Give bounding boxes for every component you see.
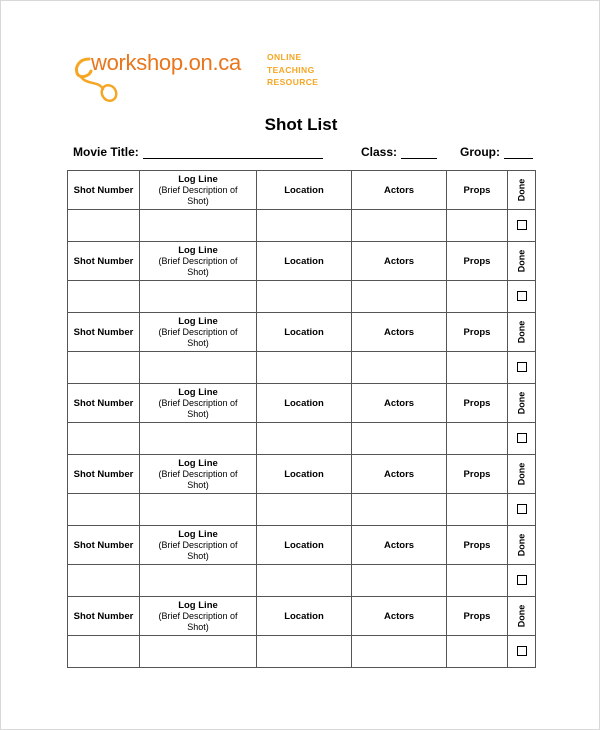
- header-log-line: [140, 242, 257, 281]
- done-label: Done: [516, 249, 527, 272]
- header-done: [508, 455, 536, 494]
- log-line-title: Log Line: [178, 244, 218, 256]
- logo-tagline: [267, 51, 318, 89]
- shot-list-table: [67, 170, 536, 668]
- header-shot-number: Shot Number: [68, 313, 140, 352]
- header-log-line: [140, 384, 257, 423]
- header-props: Props: [447, 455, 508, 494]
- log-line-cell[interactable]: [140, 210, 257, 242]
- header-log-line: [140, 526, 257, 565]
- header-shot-number: Shot Number: [68, 171, 140, 210]
- group-blank[interactable]: [504, 146, 533, 159]
- shot-number-cell[interactable]: [68, 636, 140, 668]
- done-cell: [508, 281, 536, 313]
- props-cell[interactable]: [447, 494, 508, 526]
- header-log-line: [140, 455, 257, 494]
- done-checkbox[interactable]: [517, 433, 527, 443]
- class-label: Class:: [361, 145, 398, 159]
- log-line-desc: (Brief Description of: [158, 539, 238, 550]
- done-cell: [508, 352, 536, 384]
- done-label: Done: [516, 462, 527, 485]
- done-checkbox[interactable]: [517, 220, 527, 230]
- shot-header-row: [68, 242, 536, 281]
- header-done: [508, 597, 536, 636]
- log-line-desc: (Brief Description of: [158, 184, 238, 195]
- shot-header-row: [68, 384, 536, 423]
- done-label: Done: [516, 178, 527, 201]
- header-actors: Actors: [352, 455, 447, 494]
- location-cell[interactable]: [257, 352, 352, 384]
- shot-number-cell[interactable]: [68, 352, 140, 384]
- shot-entry-row: [68, 494, 536, 526]
- header-props: Props: [447, 313, 508, 352]
- log-line-desc: Shot): [187, 266, 209, 277]
- log-line-desc: (Brief Description of: [158, 468, 238, 479]
- log-line-title: Log Line: [178, 599, 218, 611]
- shot-header-row: [68, 597, 536, 636]
- log-line-cell[interactable]: [140, 565, 257, 597]
- actors-cell[interactable]: [352, 565, 447, 597]
- done-label: Done: [516, 320, 527, 343]
- header-actors: Actors: [352, 313, 447, 352]
- movie-title-field: [73, 145, 323, 159]
- actors-cell[interactable]: [352, 210, 447, 242]
- header-actors: Actors: [352, 384, 447, 423]
- logo-text: workshop.on.ca: [91, 50, 241, 75]
- props-cell[interactable]: [447, 636, 508, 668]
- header-location: Location: [257, 242, 352, 281]
- header-props: Props: [447, 526, 508, 565]
- shot-number-cell[interactable]: [68, 423, 140, 455]
- shot-header-row: [68, 313, 536, 352]
- props-cell[interactable]: [447, 352, 508, 384]
- log-line-cell[interactable]: [140, 352, 257, 384]
- shot-entry-row: [68, 565, 536, 597]
- log-line-cell[interactable]: [140, 423, 257, 455]
- header-location: Location: [257, 597, 352, 636]
- movie-title-label: Movie Title:: [73, 145, 139, 159]
- page-title: Shot List: [264, 115, 338, 134]
- log-line-title: Log Line: [178, 315, 218, 327]
- header-shot-number: Shot Number: [68, 455, 140, 494]
- header-location: Location: [257, 526, 352, 565]
- done-cell: [508, 636, 536, 668]
- log-line-title: Log Line: [178, 173, 218, 185]
- shot-number-cell[interactable]: [68, 281, 140, 313]
- header-done: [508, 171, 536, 210]
- log-line-desc: (Brief Description of: [158, 610, 238, 621]
- props-cell[interactable]: [447, 210, 508, 242]
- header-props: Props: [447, 242, 508, 281]
- class-blank[interactable]: [401, 146, 437, 159]
- done-label: Done: [516, 391, 527, 414]
- tagline-line: ONLINE: [267, 52, 302, 62]
- log-line-desc: Shot): [187, 195, 209, 206]
- location-cell[interactable]: [257, 636, 352, 668]
- group-label: Group:: [460, 145, 500, 159]
- actors-cell[interactable]: [352, 281, 447, 313]
- header-shot-number: Shot Number: [68, 597, 140, 636]
- log-line-title: Log Line: [178, 457, 218, 469]
- log-line-desc: Shot): [187, 621, 209, 632]
- props-cell[interactable]: [447, 281, 508, 313]
- done-label: Done: [516, 533, 527, 556]
- header-shot-number: Shot Number: [68, 384, 140, 423]
- actors-cell[interactable]: [352, 494, 447, 526]
- location-cell[interactable]: [257, 423, 352, 455]
- actors-cell[interactable]: [352, 636, 447, 668]
- done-checkbox[interactable]: [517, 575, 527, 585]
- header-done: [508, 526, 536, 565]
- header-done: [508, 384, 536, 423]
- done-cell: [508, 565, 536, 597]
- shot-entry-row: [68, 352, 536, 384]
- log-line-cell[interactable]: [140, 636, 257, 668]
- header-done: [508, 242, 536, 281]
- props-cell[interactable]: [447, 565, 508, 597]
- log-line-desc: (Brief Description of: [158, 255, 238, 266]
- tagline-line: TEACHING: [267, 64, 315, 75]
- tagline-line: RESOURCE: [267, 77, 319, 87]
- log-line-desc: (Brief Description of: [158, 326, 238, 337]
- done-cell: [508, 210, 536, 242]
- header-location: Location: [257, 455, 352, 494]
- log-line-title: Log Line: [178, 386, 218, 398]
- shot-entry-row: [68, 636, 536, 668]
- header-location: Location: [257, 384, 352, 423]
- done-label: Done: [516, 604, 527, 627]
- header-shot-number: Shot Number: [68, 526, 140, 565]
- actors-cell[interactable]: [352, 423, 447, 455]
- header-shot-number: Shot Number: [68, 242, 140, 281]
- header-props: Props: [447, 384, 508, 423]
- done-checkbox[interactable]: [517, 504, 527, 514]
- header-log-line: [140, 171, 257, 210]
- shot-number-cell[interactable]: [68, 494, 140, 526]
- done-cell: [508, 423, 536, 455]
- location-cell[interactable]: [257, 210, 352, 242]
- header-location: Location: [257, 171, 352, 210]
- done-checkbox[interactable]: [517, 362, 527, 372]
- class-field: [361, 145, 437, 159]
- props-cell[interactable]: [447, 423, 508, 455]
- log-line-title: Log Line: [178, 528, 218, 540]
- shot-entry-row: [68, 423, 536, 455]
- log-line-desc: Shot): [187, 408, 209, 419]
- header-location: Location: [257, 313, 352, 352]
- location-cell[interactable]: [257, 494, 352, 526]
- log-line-desc: Shot): [187, 550, 209, 561]
- location-cell[interactable]: [257, 281, 352, 313]
- done-checkbox[interactable]: [517, 291, 527, 301]
- log-line-cell[interactable]: [140, 494, 257, 526]
- shot-header-row: [68, 526, 536, 565]
- header-actors: Actors: [352, 526, 447, 565]
- log-line-desc: Shot): [187, 479, 209, 490]
- header-done: [508, 313, 536, 352]
- header-actors: Actors: [352, 171, 447, 210]
- log-line-desc: (Brief Description of: [158, 397, 238, 408]
- shot-number-cell[interactable]: [68, 565, 140, 597]
- shot-entry-row: [68, 210, 536, 242]
- header-log-line: [140, 597, 257, 636]
- shot-entry-row: [68, 281, 536, 313]
- header-actors: Actors: [352, 597, 447, 636]
- log-line-cell[interactable]: [140, 281, 257, 313]
- shot-number-cell[interactable]: [68, 210, 140, 242]
- done-cell: [508, 494, 536, 526]
- header-props: Props: [447, 171, 508, 210]
- group-field: [460, 145, 533, 159]
- header-actors: Actors: [352, 242, 447, 281]
- actors-cell[interactable]: [352, 352, 447, 384]
- location-cell[interactable]: [257, 565, 352, 597]
- log-line-desc: Shot): [187, 337, 209, 348]
- movie-title-blank[interactable]: [143, 146, 323, 159]
- shot-header-row: [68, 455, 536, 494]
- header-log-line: [140, 313, 257, 352]
- shot-header-row: [68, 171, 536, 210]
- header-props: Props: [447, 597, 508, 636]
- done-checkbox[interactable]: [517, 646, 527, 656]
